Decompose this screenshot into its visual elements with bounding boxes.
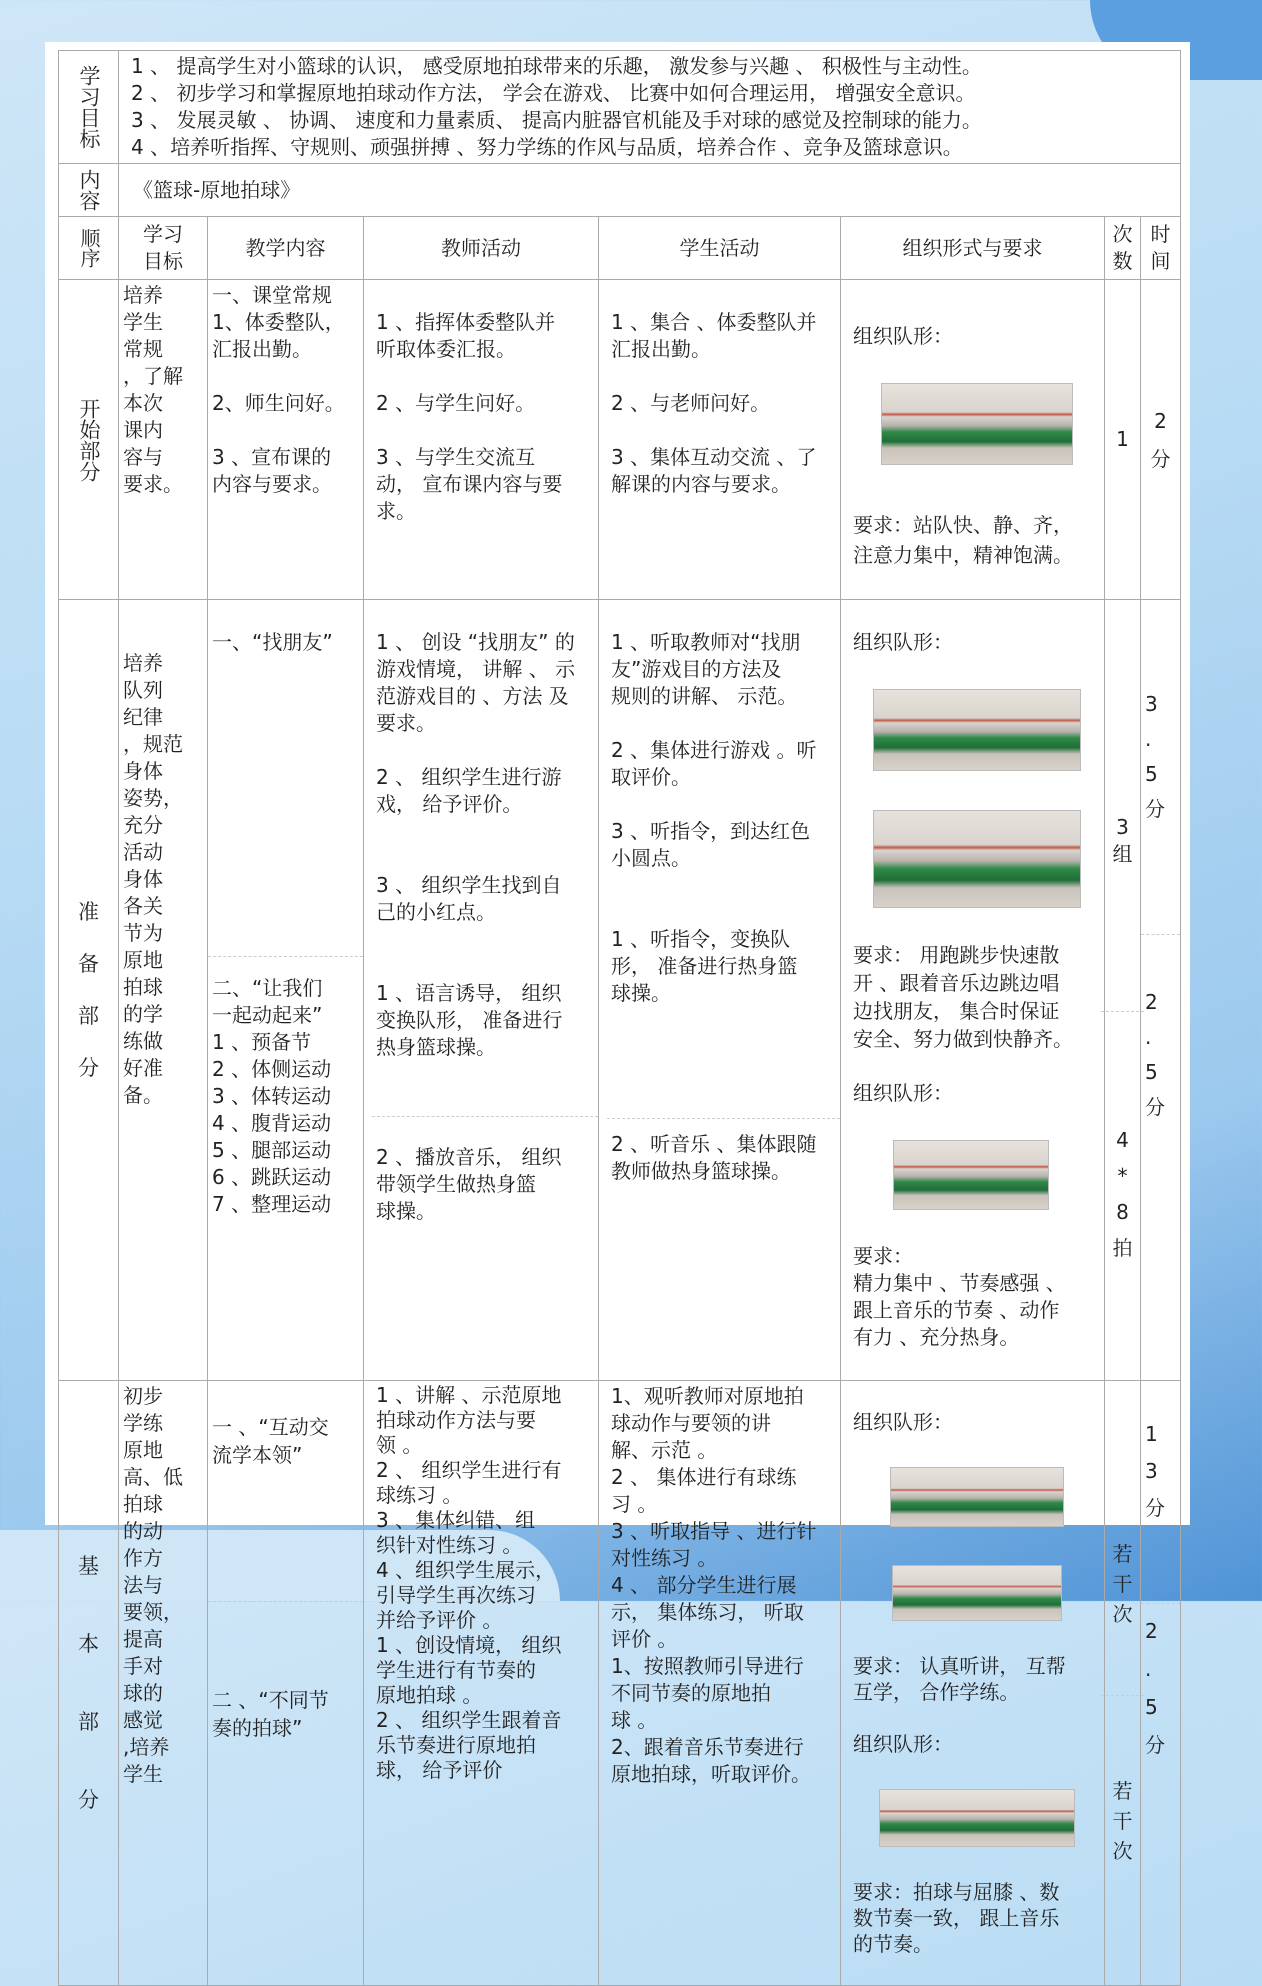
objective-item: 1 、 提高学生对小篮球的认识， 感受原地拍球带来的乐趣， 激发参与兴趣 、 积极性与主动性。 bbox=[131, 54, 982, 78]
section-goal: 初步 学练 原地 高、低 拍球 的动 作方 法与 要领， 提高 手对 球的 感觉 ,培养 学生 bbox=[119, 1381, 208, 1986]
content-label: 内容 bbox=[59, 164, 119, 217]
teacher-activity: 2 、播放音乐， 组织 带领学生做热身篮 球操。 bbox=[372, 1116, 598, 1225]
time-value: 2 . 5 分 bbox=[1141, 1603, 1180, 1764]
header-student: 学生活动 bbox=[599, 217, 841, 280]
count-value: 4 * 8 拍 bbox=[1101, 1011, 1144, 1266]
formation-photo bbox=[879, 1789, 1075, 1847]
formation-photo bbox=[873, 810, 1081, 908]
section-content: 一、“找朋友” bbox=[212, 630, 333, 654]
student-activity: 1、观听教师对原地拍 球动作与要领的讲 解、示范 。 2 、 集体进行有球练 习 。 3 、听取指导 、进行针 对性练习 。 4 、 部分学生进行展 示， 集体练习， 听取 评价 。 1、按照教师引导进行 不同节奏的原地拍 球 。 2、跟着音乐节奏进行 原地拍球，听取评价。 bbox=[599, 1381, 841, 1986]
count-value: 3 组 bbox=[1112, 815, 1133, 866]
teacher-activity: 1 、指挥体委整队并 听取体委汇报。 2 、与学生问好。 3 、与学生交流互 动， 宣布课内容与要 求。 bbox=[364, 280, 599, 600]
time-value: 3 . 5 分 bbox=[1145, 692, 1165, 821]
objective-item: 4 、培养听指挥、守规则、顽强拼搏 、努力学练的作风与品质，培养合作 、竞争及篮球意识。 bbox=[131, 135, 963, 159]
time-value: 2 分 bbox=[1141, 280, 1181, 600]
count-value: 若 干 次 bbox=[1101, 1695, 1144, 1866]
teacher-activity: 1 、讲解 、示范原地 拍球动作方法与要 领 。 2 、 组织学生进行有 球练习 。 3 、集体纠错、组 织针对性练习 。 4 、组织学生展示， 引导学生再次练习 并给予评价 。 1 、创设情境， 组织 学生进行有节奏的 原地拍球 。 2 、 组织学生跟着音 乐节奏进行原地拍 球， 给予评价 bbox=[364, 1381, 599, 1986]
lesson-plan-page bbox=[45, 42, 1190, 1956]
header-time: 时间 bbox=[1141, 217, 1181, 280]
objectives-list bbox=[119, 51, 1181, 164]
content-value: 《篮球-原地拍球》 bbox=[119, 164, 1181, 217]
time-value: 1 3 分 bbox=[1145, 1422, 1165, 1520]
formation-photo bbox=[890, 1467, 1064, 1527]
student-activity: 2 、听音乐 、集体跟随 教师做热身篮球操。 bbox=[607, 1118, 840, 1185]
section-name: 基本部分 bbox=[59, 1381, 119, 1986]
header-teacher: 教师活动 bbox=[364, 217, 599, 280]
header-organization: 组织形式与要求 bbox=[841, 217, 1105, 280]
section-goal: 培养 学生 常规 ，了解 本次 课内 容与 要求。 bbox=[119, 280, 208, 600]
header-goal: 学习目标 bbox=[119, 217, 208, 280]
formation-photo bbox=[873, 689, 1081, 771]
section-content: 一、课堂常规 1、体委整队， 汇报出勤。 2、师生问好。 3 、宣布课的 内容与要求。 bbox=[208, 280, 364, 600]
org-label: 组织队形： bbox=[853, 1081, 953, 1105]
lesson-plan-table bbox=[58, 50, 1181, 1986]
section-goal: 培养 队列 纪律 ，规范 身体 姿势， 充分 活动 身体 各关 节为 原地 拍球 的学 练做 好准 备。 bbox=[119, 600, 208, 1381]
org-requirement: 要求： 精力集中 、节奏感强 、 跟上音乐的节奏 、动作 有力 、充分热身。 bbox=[853, 1244, 1066, 1349]
org-label: 组织队形： bbox=[853, 1732, 953, 1756]
org-label: 组织队形： bbox=[853, 1410, 953, 1434]
header-order: 顺序 bbox=[59, 217, 119, 280]
org-label: 组织队形： bbox=[853, 630, 953, 654]
student-activity: 1 、集合 、体委整队并 汇报出勤。 2 、与老师问好。 3 、集体互动交流 、了 解课的内容与要求。 bbox=[599, 280, 841, 600]
section-name: 准备部分 bbox=[59, 600, 119, 1381]
objectives-label: 学习目标 bbox=[59, 51, 119, 164]
count-value: 1 bbox=[1105, 280, 1141, 600]
org-requirement: 要求： 用跑跳步快速散 开 、跟着音乐边跳边唱 边找朋友， 集合时保证 安全、努力做到快静齐。 bbox=[853, 943, 1073, 1051]
objective-item: 3 、 发展灵敏 、 协调、 速度和力量素质、 提高内脏器官机能及手对球的感觉及控制球的能力。 bbox=[131, 108, 982, 132]
objective-item: 2 、 初步学习和掌握原地拍球动作方法， 学会在游戏、 比赛中如何合理运用， 增强安全意识。 bbox=[131, 81, 976, 105]
org-requirement: 要求：站队快、静、齐， 注意力集中，精神饱满。 bbox=[853, 513, 1073, 567]
formation-photo bbox=[881, 383, 1073, 465]
formation-photo bbox=[893, 1140, 1049, 1210]
time-value: 2 . 5 分 bbox=[1141, 934, 1180, 1125]
count-value: 若 干 次 bbox=[1112, 1542, 1133, 1626]
section-content: 一 、“互动交 流学本领” bbox=[212, 1415, 329, 1467]
org-requirement: 要求：拍球与屈膝 、数 数节奏一致， 跟上音乐 的节奏。 bbox=[853, 1880, 1060, 1956]
org-label: 组织队形： bbox=[853, 324, 953, 348]
section-content: 二、“让我们 一起动起来” 1 、预备节 2 、体侧运动 3 、体转运动 4 、腹背运动 5 、腿部运动 6 、跳跃运动 7 、整理运动 bbox=[208, 956, 363, 1218]
org-requirement: 要求： 认真听讲， 互帮 互学， 合作学练。 bbox=[853, 1654, 1066, 1704]
section-name: 开始部分 bbox=[59, 280, 119, 600]
formation-photo bbox=[892, 1565, 1062, 1621]
teacher-activity: 1 、 创设 “找朋友” 的 游戏情境， 讲解 、 示 范游戏目的 、方法 及 要求。 2 、 组织学生进行游 戏， 给予评价。 3 、 组织学生找到自 己的小红点。 1 、语言诱导， 组织 变换队形， 准备进行 热身篮球操。 bbox=[376, 630, 576, 1059]
header-count: 次数 bbox=[1105, 217, 1141, 280]
header-content: 教学内容 bbox=[208, 217, 364, 280]
section-content: 二 、“不同节 奏的拍球” bbox=[208, 1601, 363, 1742]
student-activity: 1 、听取教师对“找朋 友”游戏目的方法及 规则的讲解、 示范。 2 、集体进行游戏 。听 取评价。 3 、听指令，到达红色 小圆点。 1 、听指令，变换队 形， 准备进行热身篮 球操。 bbox=[611, 630, 817, 1005]
